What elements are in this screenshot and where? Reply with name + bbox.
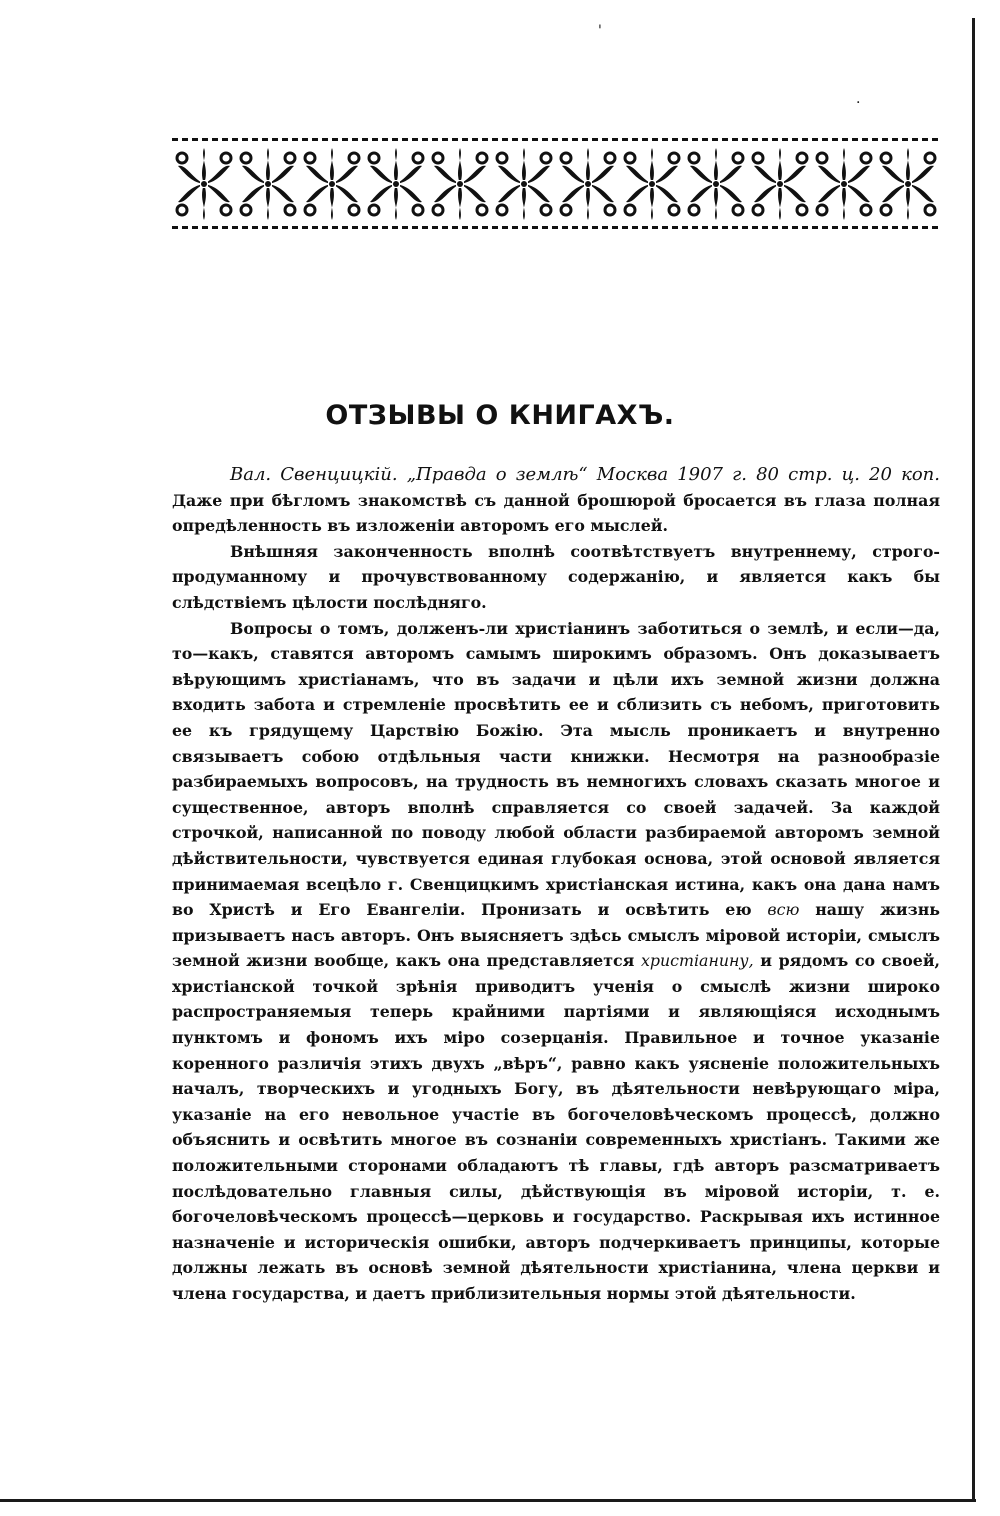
review-paragraph-2: Внѣшняя законченность вполнѣ соотвѣтствуетъ внутреннему, строго-продуманному и прочувствованному содержанію, и является какъ бы слѣдствіемъ цѣлости послѣдняго. bbox=[172, 541, 940, 612]
emphasis-text: всю bbox=[767, 900, 800, 920]
emphasis-text: христіанину, bbox=[640, 951, 754, 971]
page-title: ОТЗЫВЫ О КНИГАХЪ. bbox=[325, 400, 675, 431]
paragraph-text: нашу жизнь призываетъ насъ авторъ. Онъ выясняетъ здѣсь смыслъ міровой исторіи, смыслъ земной жизни вообще, какъ она представляется bbox=[172, 900, 941, 971]
print-speck: . bbox=[856, 91, 861, 107]
review-paragraph-1 bbox=[172, 462, 940, 539]
print-speck: ' bbox=[598, 23, 602, 39]
paragraph-text: Даже при бѣгломъ знакомствѣ съ данной брошюрой бросается въ глаза полная опредѣленность въ изложеніи авторомъ его мыслей. bbox=[172, 490, 940, 536]
paragraph-text: Вопросы о томъ, долженъ-ли христіанинъ заботиться о землѣ, и если—да, то—какъ, ставятся авторомъ самымъ широкимъ образомъ. Онъ доказываетъ вѣрующимъ христіанамъ, что въ задачи и цѣли ихъ земной жизни должна входить забота и стремленіе просвѣтить ее и сблизить съ небомъ, приготовить ее къ грядущему Царствію Божію. Эта мысль проникаетъ и внутренно связываетъ собою отдѣльныя части книжки. Несмотря на разнообразіе разбираемыхъ вопросовъ, на трудность въ немногихъ словахъ сказать многое и существенное, авторъ вполнѣ справляется со своей задачей. За каждой строчкой, написанной по поводу любой области разбираемой авторомъ земной дѣйствительности, чувствуется единая глубокая основа, этой основой является принимаемая всецѣло г. Свенцицкимъ христіанская истина, какъ она дана намъ во Христѣ и Его Евангеліи. Пронизать и освѣтить ею bbox=[172, 618, 940, 920]
book-citation: Вал. Свенцицкій. „Правда о землѣ“ Москва 1907 г. 80 стр. ц. 20 коп. bbox=[230, 464, 940, 485]
paragraph-text: и рядомъ со своей, христіанской точкой зрѣнія приводитъ ученія о смыслѣ жизни широко распространяемыя теперь крайними партіями и являющіяся исходнымъ пунктомъ и фономъ ихъ міро созерцанія. Правильное и точное указаніе коренного различія этихъ двухъ „вѣръ“, равно какъ уясненіе положительныхъ началъ, творческихъ и угодныхъ Богу, въ дѣятельности невѣрующаго міра, указаніе на его невольное участіе въ богочеловѣческомъ процессѣ, должно объяснить и освѣтить многое въ сознаніи современныхъ христіанъ. Такими же положительными сторонами обладаютъ тѣ главы, гдѣ авторъ разсматриваетъ послѣдовательно главныя силы, дѣйствующія въ міровой исторіи, т. е. богочеловѣческомъ процессѣ—церковь и государство. Раскрывая ихъ истинное назначеніе и историческія ошибки, авторъ подчеркиваетъ принципы, которые должны лежать въ основѣ земной дѣятельности христіанина, члена церкви и члена государства, и даетъ приблизительныя нормы этой дѣятельности. bbox=[172, 951, 941, 1303]
floral-ornament-icon bbox=[172, 138, 940, 230]
page-edge-right bbox=[972, 18, 975, 1500]
review-body bbox=[172, 462, 940, 1307]
review-paragraph-3 bbox=[172, 616, 940, 1307]
page-edge-bottom bbox=[0, 1499, 976, 1502]
